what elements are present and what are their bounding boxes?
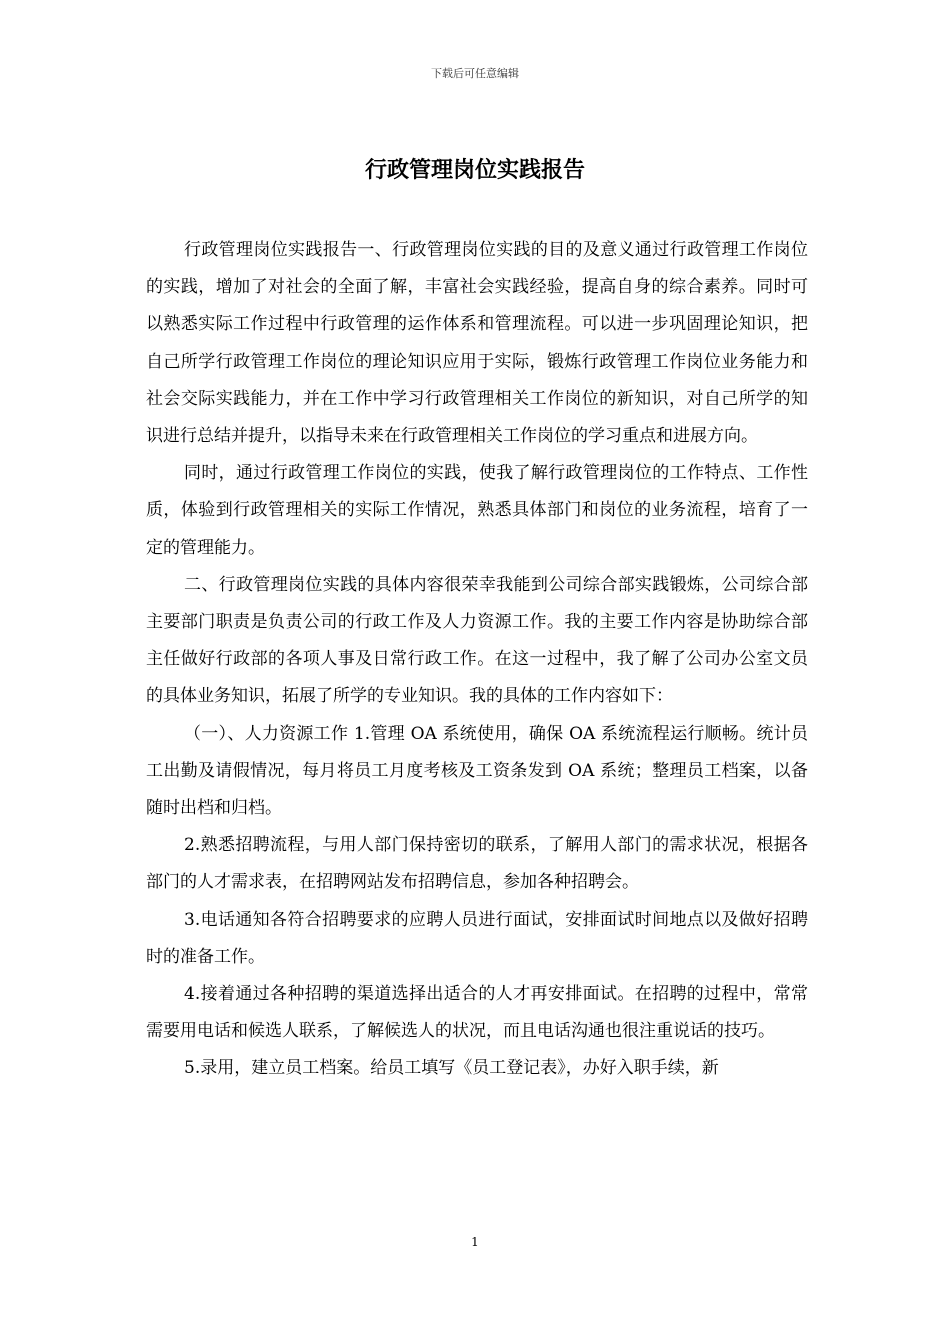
page-number: 1: [471, 1235, 479, 1249]
paragraph-content-intro: 二、行政管理岗位实践的具体内容很荣幸我能到公司综合部实践锻炼，公司综合部主要部门职责是负责公司的行政工作及人力资源工作。我的主要工作内容是协助综合部主任做好行政部的各项人事及日常行政工作。在这一过程中，我了解了公司办公室文员的具体业务知识，拓展了所学的专业知识。我的具体的工作内容如下：: [146, 574, 808, 707]
paragraph-recruitment-process: 2.熟悉招聘流程，与用人部门保持密切的联系，了解用人部门的需求状况，根据各部门的人才需求表，在招聘网站发布招聘信息，参加各种招聘会。: [146, 835, 808, 893]
paragraph-understanding: 同时，通过行政管理工作岗位的实践，使我了解行政管理岗位的工作特点、工作性质，体验到行政管理相关的实际工作情况，熟悉具体部门和岗位的业务流程，培育了一定的管理能力。: [146, 463, 808, 558]
paragraph-candidate-selection: 4.接着通过各种招聘的渠道选择出适合的人才再安排面试。在招聘的过程中，常常需要用电话和候选人联系，了解候选人的状况，而且电话沟通也很注重说话的技巧。: [146, 984, 808, 1042]
paragraph-interview-notice: 3.电话通知各符合招聘要求的应聘人员进行面试，安排面试时间地点以及做好招聘时的准备工作。: [146, 909, 808, 967]
document-body: [146, 232, 808, 1088]
document-title: 行政管理岗位实践报告: [364, 157, 585, 183]
paragraph-hiring-records: 5.录用，建立员工档案。给员工填写《员工登记表》，办好入职手续，新: [184, 1058, 719, 1079]
paragraph-hr-work: （一）、人力资源工作 1.管理 OA 系统使用，确保 OA 系统流程运行顺畅。统计员工出勤及请假情况，每月将员工月度考核及工资条发到 OA 系统；整理员工档案，以备随时出档和归档。: [146, 723, 808, 819]
paragraph-purpose: 行政管理岗位实践报告一、行政管理岗位实践的目的及意义通过行政管理工作岗位的实践，增加了对社会的全面了解，丰富社会实践经验，提高自身的综合素养。同时可以熟悉实际工作过程中行政管理的运作体系和管理流程。可以进一步巩固理论知识，把自己所学行政管理工作岗位的理论知识应用于实际，锻炼行政管理工作岗位业务能力和社会交际实践能力，并在工作中学习行政管理相关工作岗位的新知识，对自己所学的知识进行总结并提升，以指导未来在行政管理相关工作岗位的学习重点和进展方向。: [146, 240, 808, 447]
page-header-note: 下载后可任意编辑: [431, 67, 519, 80]
